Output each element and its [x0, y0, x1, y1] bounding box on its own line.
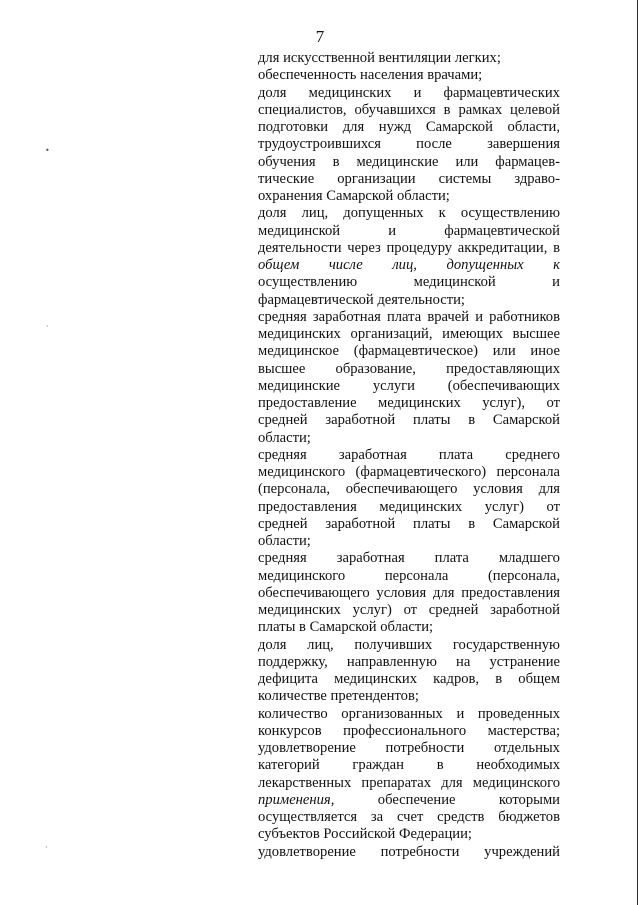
text-line: доля лиц, получивших государственную [258, 636, 560, 653]
text-line: области; [258, 429, 311, 446]
scan-speck: · [45, 843, 48, 852]
text-line: медицинское (фармацевтическое) или иное [258, 343, 560, 360]
text-line: доля лиц, допущенных к осуществлению [258, 205, 560, 222]
text-line: субъектов Российской Федерации; [258, 826, 472, 843]
text-line: предоставления медицинских услуг) от [258, 498, 560, 515]
text-line: осуществляется за счет средств бюджетов [258, 809, 560, 825]
text-line: охранения Самарской области; [258, 188, 450, 204]
text-line: количестве претендентов; [258, 688, 419, 705]
text-line: медицинского персонала (персонала, [258, 567, 560, 584]
text-line: осуществлению медицинской и [258, 274, 560, 291]
text-line: категорий граждан в необходимых [258, 757, 560, 774]
text-line: средней заработной платы в Самарской [258, 515, 560, 532]
text-line: (персонала, обеспечивающего условия для [258, 481, 560, 498]
text-line: медицинской и фармацевтической [258, 222, 560, 239]
page-number: 7 [315, 27, 325, 46]
text-line: медицинских организаций, имеющих высшее [258, 326, 560, 342]
text-line: специалистов, обучавшихся в рамках целевой [258, 101, 560, 118]
text-line: обеспеченность населения врачами; [258, 67, 483, 84]
text-line: деятельности через процедуру аккредитации, в [258, 239, 560, 256]
text-line: области; [258, 533, 311, 549]
text-line: средняя заработная плата младшего [258, 550, 560, 567]
text-line: общем числе лиц, допущенных к [258, 257, 560, 273]
document-body [258, 50, 560, 861]
text-line: применения, обеспечение которыми [258, 791, 560, 808]
text-line: платы в Самарской области; [258, 619, 434, 636]
text-line: для искусственной вентиляции легких; [258, 50, 501, 66]
text-line: лекарственных препаратах для медицинского [258, 774, 560, 791]
text-line: высшее образование, предоставляющих [258, 360, 560, 377]
scan-speck: · [46, 322, 49, 331]
scan-edge-line [637, 0, 638, 905]
text-line: медицинские услуги (обеспечивающих [258, 377, 560, 394]
text-line: обеспечивающего условия для предоставления [258, 584, 560, 601]
text-line: медицинских услуг) от средней заработной [258, 602, 560, 618]
text-line: дефицита медицинских кадров, в общем [258, 671, 560, 687]
text-line: средняя заработная плата среднего [258, 446, 560, 463]
text-line: обучения в медицинские или фармацев- [258, 153, 560, 170]
text-line: медицинского (фармацевтического) персонала [258, 464, 560, 480]
text-line: количество организованных и проведенных [258, 705, 560, 722]
text-line: подготовки для нужд Самарской области, [258, 119, 560, 135]
text-line: конкурсов профессионального мастерства; [258, 722, 560, 739]
scan-speck: • [45, 146, 50, 155]
text-line: тические организации системы здраво- [258, 170, 560, 187]
text-line: средняя заработная плата врачей и работников [258, 308, 560, 325]
text-line: предоставление медицинских услуг), от [258, 395, 560, 411]
text-line: трудоустроившихся после завершения [258, 136, 560, 153]
text-line: поддержку, направленную на устранение [258, 653, 560, 670]
text-line: доля медицинских и фармацевтических [258, 84, 560, 101]
text-line: удовлетворение потребности учреждений [258, 843, 560, 860]
text-line: фармацевтической деятельности; [258, 291, 465, 308]
text-line: средней заработной платы в Самарской [258, 412, 560, 429]
text-line: удовлетворение потребности отдельных [258, 740, 560, 756]
